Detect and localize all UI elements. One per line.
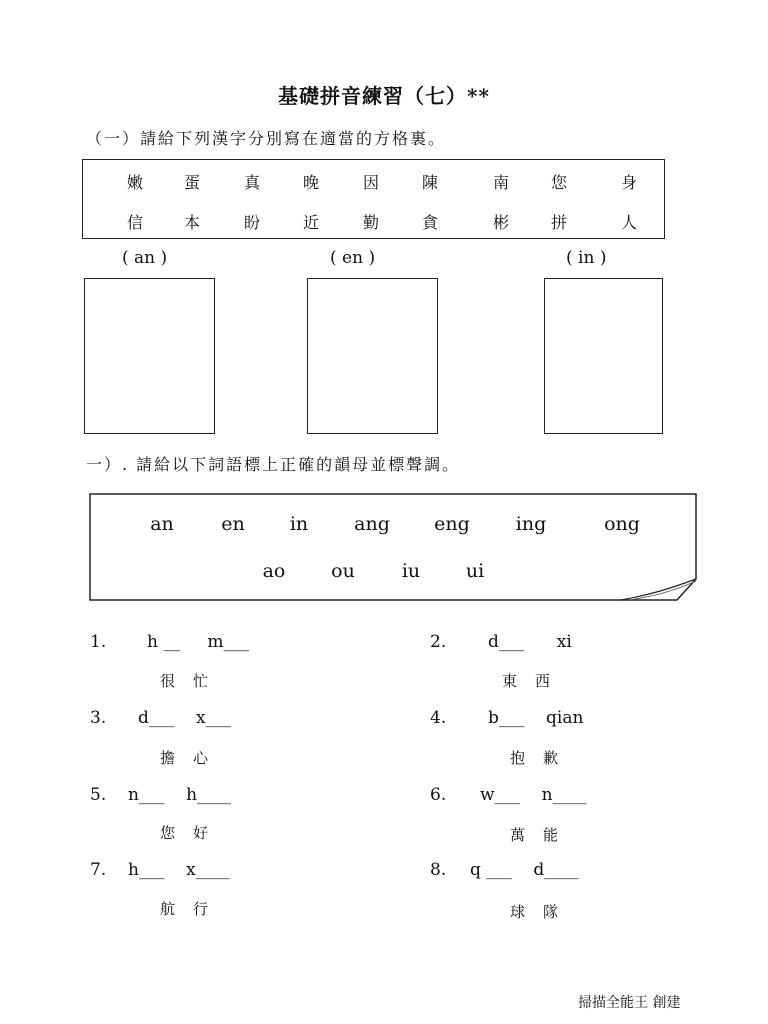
question-pinyin[interactable]: b___ qian: [488, 708, 584, 728]
question-number: 3.: [90, 708, 107, 728]
char: 陳: [421, 173, 439, 192]
char: 晚: [302, 173, 320, 192]
question-number: 7.: [90, 860, 107, 880]
question-pinyin[interactable]: w___ n____: [480, 785, 587, 805]
group-label-en: ( en ): [330, 248, 376, 268]
char: 勤: [362, 213, 380, 232]
question-number: 2.: [430, 632, 447, 652]
question-word: 抱歉: [510, 749, 577, 767]
char: 蛋: [183, 173, 201, 192]
question-number: 4.: [430, 708, 447, 728]
question-pinyin[interactable]: n___ h____: [128, 785, 232, 805]
answer-box-an[interactable]: [84, 278, 215, 434]
question-number: 6.: [430, 785, 447, 805]
question-pinyin[interactable]: h___ x____: [128, 860, 230, 880]
final-eng: eng: [434, 513, 470, 535]
question-word: 擔心: [160, 749, 227, 767]
char: 嫩: [126, 173, 144, 192]
group-label-an: ( an ): [122, 248, 168, 268]
final-ang: ang: [354, 513, 390, 535]
char: 身: [620, 173, 638, 192]
char: 近: [302, 213, 320, 232]
char: 貪: [421, 213, 439, 232]
char: 南: [492, 173, 510, 192]
final-in: in: [289, 513, 309, 535]
char: 信: [126, 213, 144, 232]
final-ou: ou: [331, 560, 355, 582]
question-number: 8.: [430, 860, 447, 880]
question-word: 東西: [502, 672, 569, 690]
char: 人: [620, 213, 638, 232]
character-box: [82, 159, 665, 239]
question-pinyin[interactable]: h __ m___: [147, 632, 249, 652]
final-en: en: [221, 513, 245, 535]
scanner-watermark: 掃描全能王 創建: [578, 995, 681, 1011]
question-pinyin[interactable]: d___ xi: [488, 632, 572, 652]
answer-box-in[interactable]: [544, 278, 663, 434]
question-word: 航行: [160, 900, 227, 918]
page-title: 基礎拼音練習（七）**: [278, 84, 490, 108]
question-pinyin[interactable]: q ___ d____: [470, 860, 579, 880]
char: 您: [550, 173, 568, 192]
section2-heading: 一）. 請給以下詞語標上正確的韻母並標聲調。: [86, 455, 461, 474]
group-label-in: ( in ): [566, 248, 607, 268]
question-pinyin[interactable]: d___ x___: [138, 708, 232, 728]
final-ong: ong: [604, 513, 640, 535]
finals-box: [89, 493, 697, 601]
char: 因: [362, 173, 380, 192]
char: 盼: [243, 213, 261, 232]
question-word: 萬能: [510, 826, 577, 844]
question-number: 5.: [90, 785, 107, 805]
question-word: 球隊: [510, 903, 577, 921]
char: 真: [243, 173, 261, 192]
question-number: 1.: [90, 632, 107, 652]
char: 本: [183, 213, 201, 232]
final-an: an: [150, 513, 174, 535]
section1-heading: （一）請給下列漢字分別寫在適當的方格裏。: [86, 129, 447, 148]
final-ui: ui: [465, 560, 485, 582]
final-iu: iu: [401, 560, 421, 582]
answer-box-en[interactable]: [307, 278, 438, 434]
final-ao: ao: [262, 560, 286, 582]
final-ing: ing: [515, 513, 547, 535]
curled-paper-outline: [89, 493, 697, 601]
question-word: 您好: [160, 824, 227, 842]
char: 拼: [550, 213, 568, 232]
question-word: 很忙: [160, 672, 227, 690]
char: 彬: [492, 213, 510, 232]
